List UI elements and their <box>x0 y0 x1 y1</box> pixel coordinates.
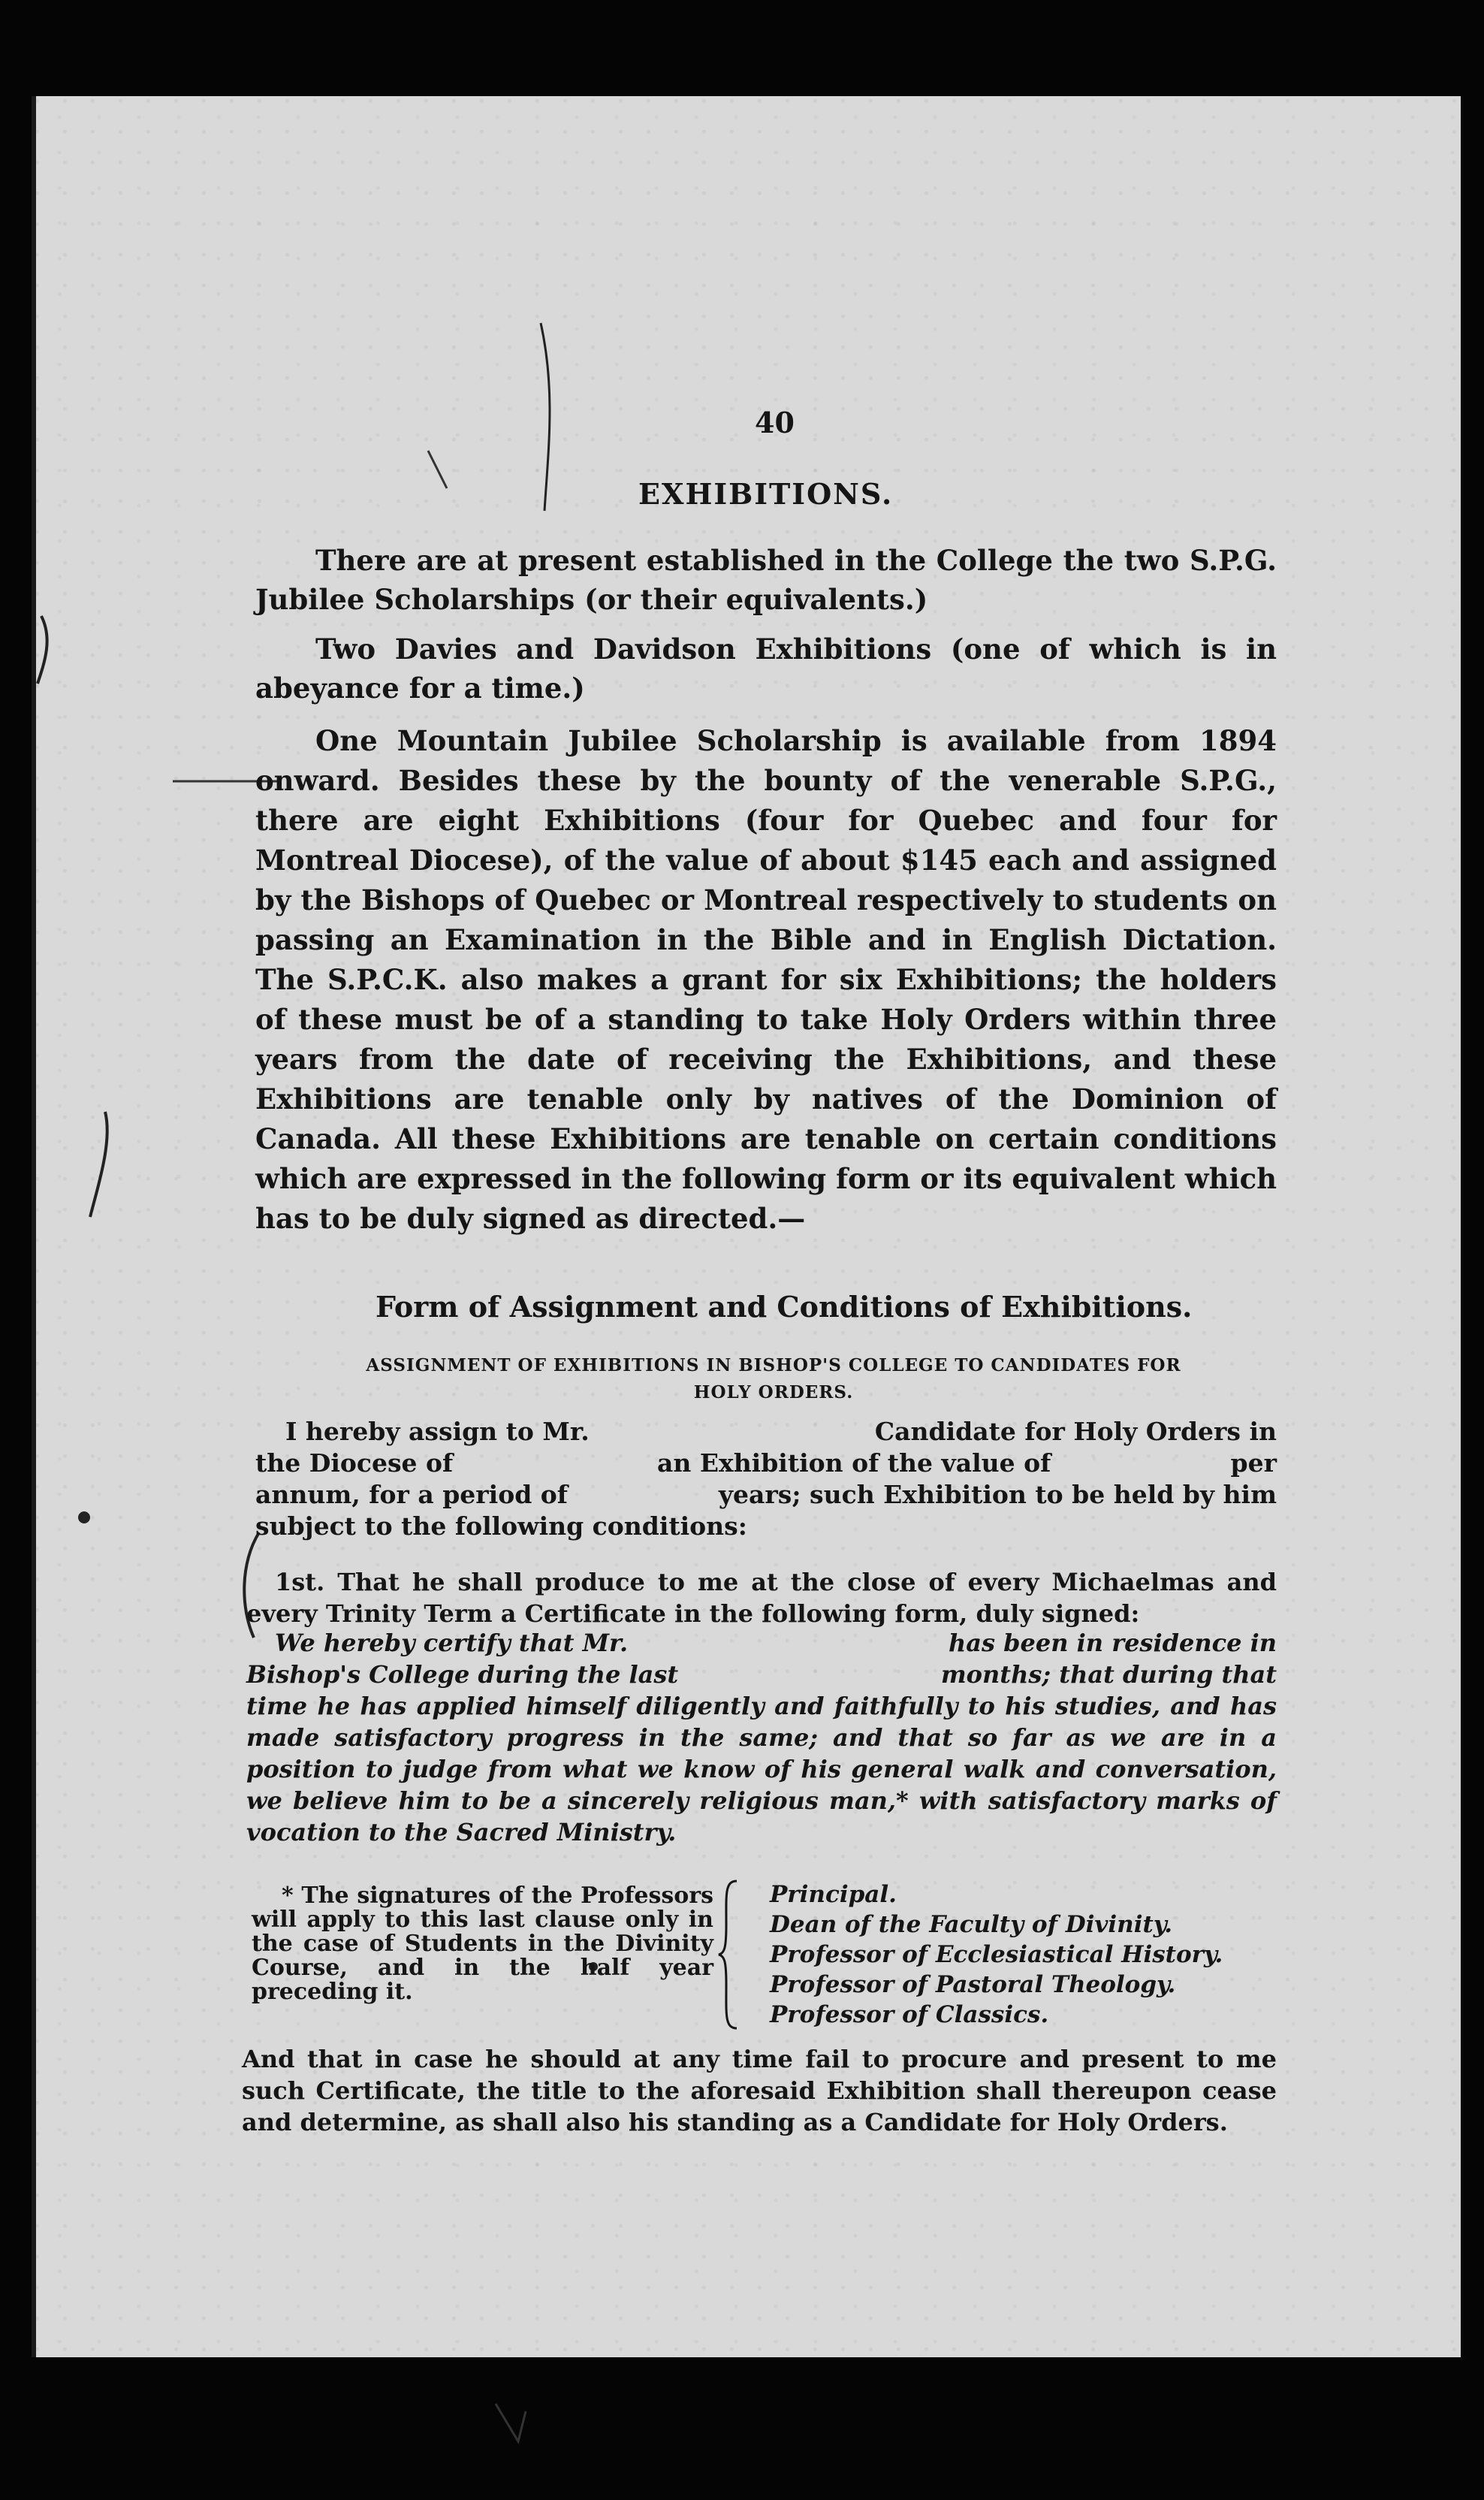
section-title: EXHIBITIONS. <box>638 477 894 511</box>
certificate-fragment: We hereby certify that Mr. <box>275 1629 629 1657</box>
condition-first: 1st. That he shall produce to me at the close of every Michaelmas and every Trinity Term a Certificate in the following form, duly signed: <box>246 1568 1277 1628</box>
certificate-body: time he has applied himself diligently and faithfully to his studies, and has made satisfactory progress in the same; and that so far as we are in a position to judge from what we know of his general walk and conversation, we believe him to be a sincerely religious man,* with satisfactory marks of vocation to the Sacred Ministry. <box>246 1692 1277 1846</box>
assignment-text: per <box>1230 1448 1277 1478</box>
assignment-text: subject to the following conditions: <box>255 1511 747 1541</box>
assignment-line <box>255 1448 1277 1479</box>
assignment-text: the Diocese of <box>255 1448 454 1478</box>
footnote: * The signatures of the Professors will apply to this last clause only in the case of Students in the Divinity Course, and in the half year preceding it. <box>252 1883 713 2005</box>
assignment-heading-line-2: HOLY ORDERS. <box>693 1382 854 1402</box>
certificate-fragment: months; that during that <box>940 1660 1277 1689</box>
assignment-line <box>255 1479 1277 1511</box>
assignment-text: I hereby assign to Mr. <box>285 1417 590 1446</box>
paragraph-davies-davidson: Two Davies and Davidson Exhibitions (one of which is in abeyance for a time.) <box>255 633 1277 705</box>
signature-dean: Dean of the Faculty of Divinity. <box>770 1911 1173 1938</box>
assignment-line <box>255 1511 1277 1542</box>
assignment-text: annum, for a period of <box>255 1480 568 1509</box>
form-heading: Form of Assignment and Conditions of Exhibitions. <box>376 1290 1193 1324</box>
certificate-line <box>246 1659 1277 1690</box>
brace-icon <box>717 1880 738 2030</box>
assignment-line <box>255 1416 1277 1448</box>
paragraph-scholarships: There are at present established in the College the two S.P.G. Jubilee Scholarships (or their equivalents.) <box>255 544 1277 616</box>
signature-list <box>770 1880 1223 2030</box>
assignment-form <box>255 1416 1277 1542</box>
certificate-line <box>246 1627 1277 1659</box>
signature-principal: Principal. <box>770 1881 897 1908</box>
certificate-fragment: Bishop's College during the last <box>246 1660 679 1689</box>
assignment-text: an Exhibition of the value of <box>657 1448 1051 1478</box>
signature-pastoral-theology: Professor of Pastoral Theology. <box>770 1971 1176 1998</box>
assignment-heading <box>270 1352 1277 1406</box>
paragraph-mountain-jubilee: One Mountain Jubilee Scholarship is available from 1894 onward. Besides these by the bounty of the venerable S.P.G., there are eight Exhibitions (four for Quebec and four for Montreal Diocese), of the value of about $145 each and assigned by the Bishops of Quebec or Montreal respectively to students on passing an Examination in the Bible and in English Dictation. The S.P.C.K. also makes a grant for six Exhibitions; the holders of these must be of a standing to take Holy Orders within three years from the date of receiving the Exhibitions, and these Exhibitions are tenable only by natives of the Dominion of Canada. All these Exhibitions are tenable on certain conditions which are expressed in the following form or its equivalent which has to be duly signed as directed.— <box>255 724 1277 1235</box>
signature-ecclesiastical-history: Professor of Ecclesiastical History. <box>770 1941 1223 1968</box>
assignment-heading-line-1: ASSIGNMENT OF EXHIBITIONS IN BISHOP'S COLLEGE TO CANDIDATES FOR <box>366 1355 1181 1375</box>
assignment-text: years; such Exhibition to be held by him <box>718 1480 1277 1509</box>
page-number: 40 <box>755 406 795 439</box>
assignment-text: Candidate for Holy Orders in <box>874 1417 1277 1446</box>
certificate-text <box>246 1627 1277 1848</box>
signature-classics: Professor of Classics. <box>770 2001 1049 2028</box>
certificate-fragment: has been in residence in <box>948 1629 1277 1657</box>
closing-paragraph: And that in case he should at any time fail to procure and present to me such Certificate, the title to the aforesaid Exhibition shall thereupon cease and determine, as shall also his standing as a Candidate for Holy Orders. <box>242 2045 1277 2136</box>
